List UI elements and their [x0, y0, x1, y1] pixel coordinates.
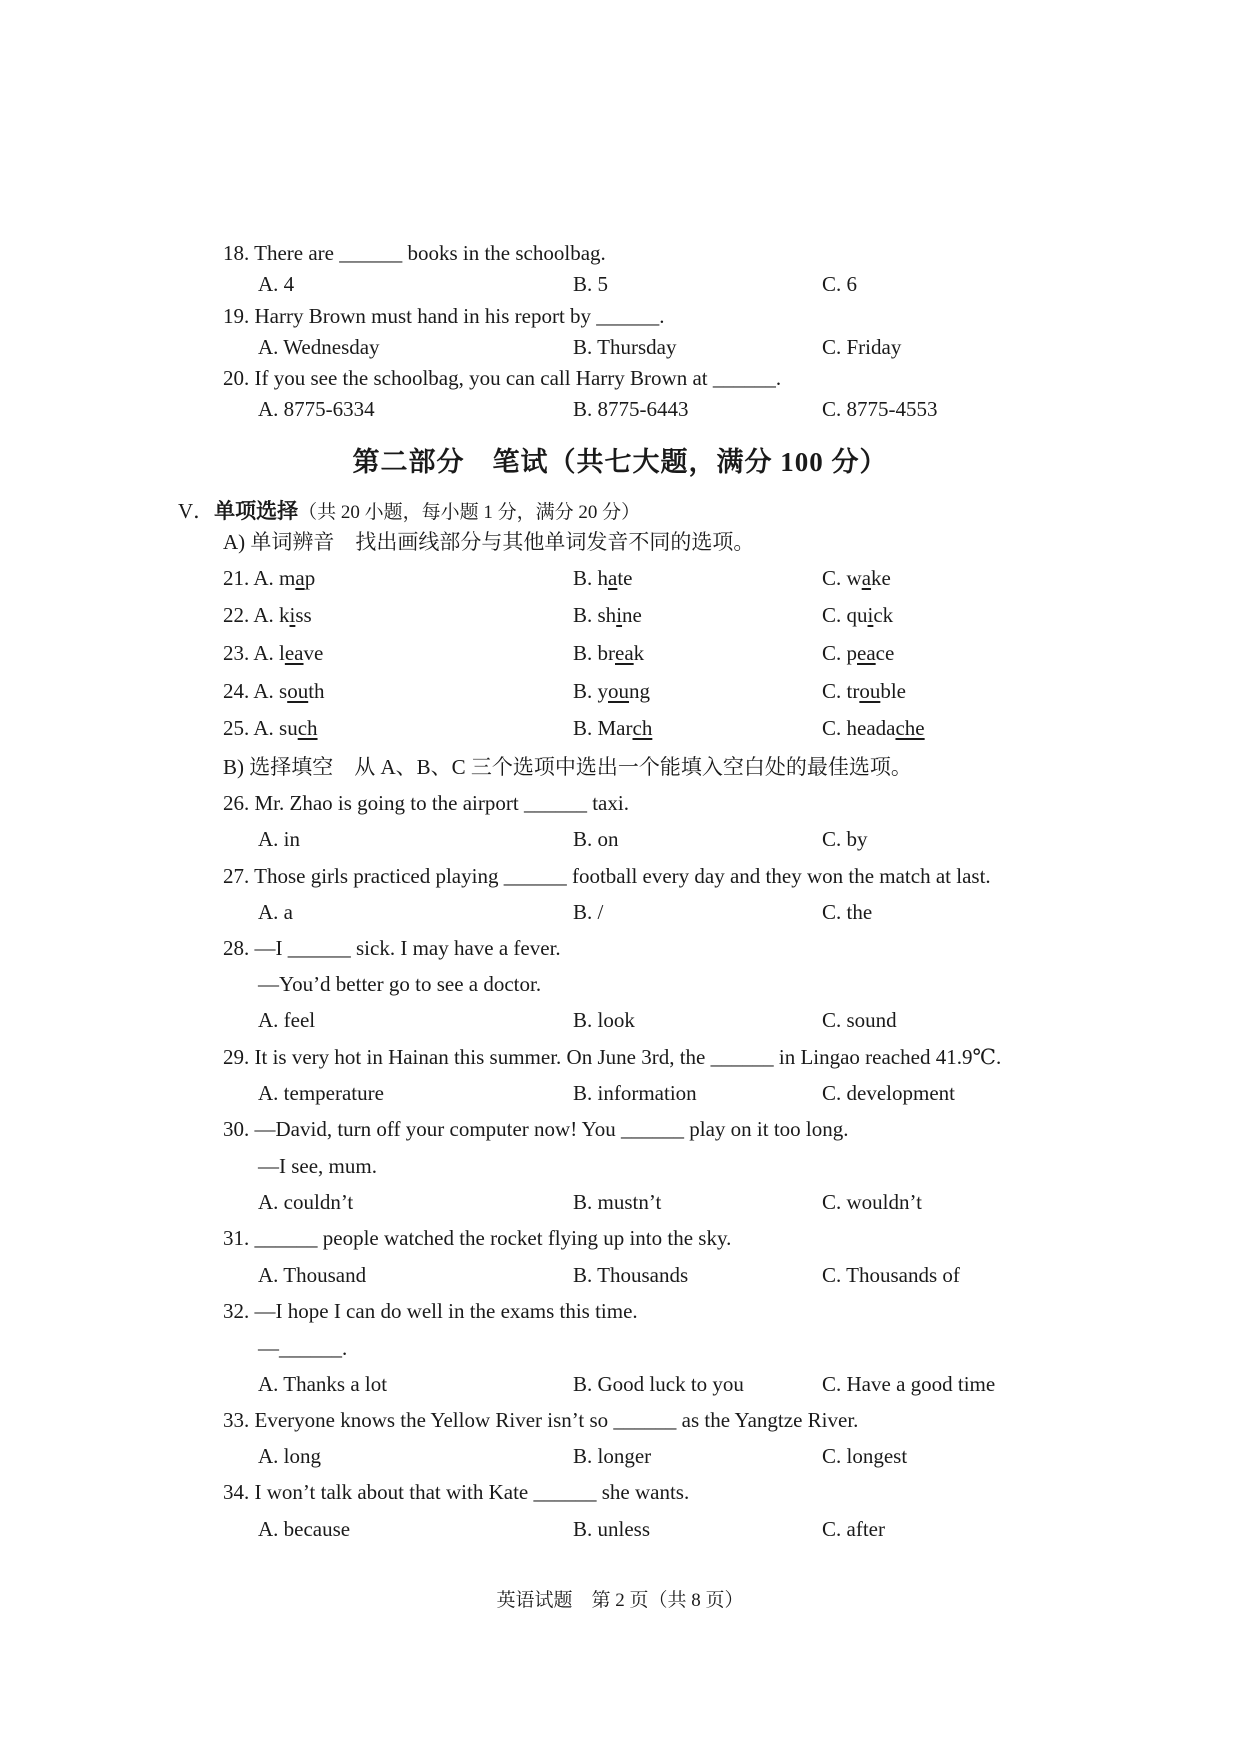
question-31-option-b: B. Thousands [573, 1263, 689, 1287]
question-number: 21. A. [223, 566, 280, 590]
question-27-stem: 27. Those girls practiced playing ______ football every day and they won the match at last. [223, 864, 991, 888]
question-28-option-b: B. look [573, 1008, 635, 1032]
word-part: B. Mar [573, 716, 633, 740]
word-part: C. tr [822, 679, 860, 703]
question-18-stem: 18. There are ______ books in the schoolbag. [223, 241, 606, 265]
page-footer: 英语试题 第 2 页（共 8 页） [496, 1590, 744, 1611]
word-part: ne [622, 603, 642, 627]
section-numeral: V． [178, 499, 215, 523]
word-part: C. qu [822, 603, 868, 627]
question-33-option-b: B. longer [573, 1444, 652, 1468]
question-21-option-c [822, 564, 891, 592]
word-part: C. heada [822, 716, 896, 740]
question-number: 22. A. [223, 603, 280, 627]
question-34-option-a: A. because [258, 1517, 351, 1541]
underlined-letters: ea [857, 641, 876, 665]
underlined-letters: ch [632, 716, 653, 740]
section-note: （共 20 小题，每小题 1 分，满分 20 分） [298, 502, 641, 523]
underlined-letters: a [608, 566, 618, 590]
word-part: te [617, 566, 633, 590]
question-30-reply: —I see, mum. [258, 1154, 377, 1178]
underlined-letters: a [295, 566, 305, 590]
question-32-stem: 32. —I hope I can do well in the exams this time. [223, 1299, 638, 1323]
question-19-option-a: A. Wednesday [258, 335, 380, 359]
question-26-stem: 26. Mr. Zhao is going to the airport ______ taxi. [223, 791, 629, 815]
question-27-option-b: B. / [573, 900, 604, 924]
question-25 [223, 714, 318, 742]
question-32-option-a: A. Thanks a lot [258, 1372, 388, 1396]
underlined-letters: a [861, 566, 872, 590]
underlined-letters: ch [297, 716, 318, 740]
question-26-option-c: C. by [822, 827, 868, 851]
question-30-option-b: B. mustn’t [573, 1190, 662, 1214]
question-24-option-b [573, 677, 650, 705]
question-30-stem: 30. —David, turn off your computer now! You ______ play on it too long. [223, 1117, 849, 1141]
question-20-option-c: C. 8775-4553 [822, 397, 938, 421]
word-part: ss [295, 603, 312, 627]
word-part: k [633, 641, 645, 665]
question-27-option-c: C. the [822, 900, 873, 924]
sub-section-b-instruction: B) 选择填空 从 A、B、C 三个选项中选出一个能填入空白处的最佳选项。 [223, 755, 912, 779]
word-part: ce [875, 641, 895, 665]
question-23-option-b [573, 639, 644, 667]
question-19-option-c: C. Friday [822, 335, 902, 359]
question-33-stem: 33. Everyone knows the Yellow River isn’t so ______ as the Yangtze River. [223, 1408, 859, 1432]
underlined-letters: ou [608, 679, 630, 703]
word-part: p [304, 566, 316, 590]
question-29-stem: 29. It is very hot in Hainan this summer. On June 3rd, the ______ in Lingao reached 41.9℃. [223, 1045, 1002, 1069]
word-part: l [279, 641, 285, 665]
underlined-letters: che [895, 716, 925, 740]
question-20-option-b: B. 8775-6443 [573, 397, 689, 421]
question-19-option-b: B. Thursday [573, 335, 677, 359]
question-21-option-b [573, 564, 633, 592]
word-part: k [279, 603, 290, 627]
question-23-option-c [822, 639, 894, 667]
underlined-letters: i [289, 603, 296, 627]
question-27-option-a: A. a [258, 900, 293, 924]
question-24-option-c [822, 677, 906, 705]
word-part: su [279, 716, 298, 740]
underlined-letters: i [867, 603, 874, 627]
question-number: 23. A. [223, 641, 280, 665]
question-34-stem: 34. I won’t talk about that with Kate ______ she wants. [223, 1480, 690, 1504]
question-18-option-c: C. 6 [822, 272, 858, 296]
word-part: B. y [573, 679, 609, 703]
underlined-letters: ou [287, 679, 309, 703]
question-28-option-c: C. sound [822, 1008, 897, 1032]
word-part: ck [873, 603, 894, 627]
word-part: B. br [573, 641, 615, 665]
question-31-option-c: C. Thousands of [822, 1263, 960, 1287]
word-part: m [279, 566, 296, 590]
question-34-option-c: C. after [822, 1517, 885, 1541]
question-26-option-b: B. on [573, 827, 619, 851]
question-31-stem: 31. ______ people watched the rocket flying up into the sky. [223, 1226, 732, 1250]
word-part: ve [303, 641, 324, 665]
question-32-option-c: C. Have a good time [822, 1372, 996, 1396]
word-part: C. p [822, 641, 858, 665]
question-19-stem: 19. Harry Brown must hand in his report by ______. [223, 304, 665, 328]
word-part: C. w [822, 566, 862, 590]
question-32-reply: —______. [258, 1336, 348, 1360]
question-23 [223, 639, 323, 667]
word-part: ble [880, 679, 906, 703]
question-31-option-a: A. Thousand [258, 1263, 367, 1287]
word-part: B. sh [573, 603, 617, 627]
underlined-letters: i [616, 603, 623, 627]
question-18-option-b: B. 5 [573, 272, 609, 296]
question-28-reply: —You’d better go to see a doctor. [258, 972, 542, 996]
question-25-option-c [822, 714, 925, 742]
question-30-option-a: A. couldn’t [258, 1190, 354, 1214]
question-25-option-b [573, 714, 652, 742]
question-20-stem: 20. If you see the schoolbag, you can call Harry Brown at ______. [223, 366, 782, 390]
question-22 [223, 601, 312, 629]
section-v-heading [178, 497, 640, 527]
word-part: th [308, 679, 325, 703]
question-number: 25. A. [223, 716, 280, 740]
question-28-stem: 28. —I ______ sick. I may have a fever. [223, 936, 561, 960]
question-32-option-b: B. Good luck to you [573, 1372, 744, 1396]
sub-section-a-instruction: A) 单词辨音 找出画线部分与其他单词发音不同的选项。 [223, 530, 755, 554]
underlined-letters: ou [859, 679, 881, 703]
question-18-option-a: A. 4 [258, 272, 295, 296]
question-29-option-c: C. development [822, 1081, 955, 1105]
underlined-letters: ea [615, 641, 634, 665]
question-22-option-c [822, 601, 893, 629]
question-30-option-c: C. wouldn’t [822, 1190, 922, 1214]
question-20-option-a: A. 8775-6334 [258, 397, 375, 421]
question-33-option-a: A. long [258, 1444, 321, 1468]
question-26-option-a: A. in [258, 827, 300, 851]
question-29-option-b: B. information [573, 1081, 697, 1105]
question-22-option-b [573, 601, 642, 629]
part-title: 第二部分 笔试（共七大题，满分 100 分） [352, 447, 888, 477]
question-29-option-a: A. temperature [258, 1081, 384, 1105]
question-21 [223, 564, 315, 592]
question-number: 24. A. [223, 679, 280, 703]
word-part: ng [629, 679, 651, 703]
question-24 [223, 677, 325, 705]
question-34-option-b: B. unless [573, 1517, 651, 1541]
word-part: B. h [573, 566, 609, 590]
question-28-option-a: A. feel [258, 1008, 316, 1032]
underlined-letters: ea [284, 641, 304, 665]
word-part: ke [871, 566, 891, 590]
question-33-option-c: C. longest [822, 1444, 908, 1468]
section-name: 单项选择 [214, 499, 299, 523]
word-part: s [279, 679, 288, 703]
